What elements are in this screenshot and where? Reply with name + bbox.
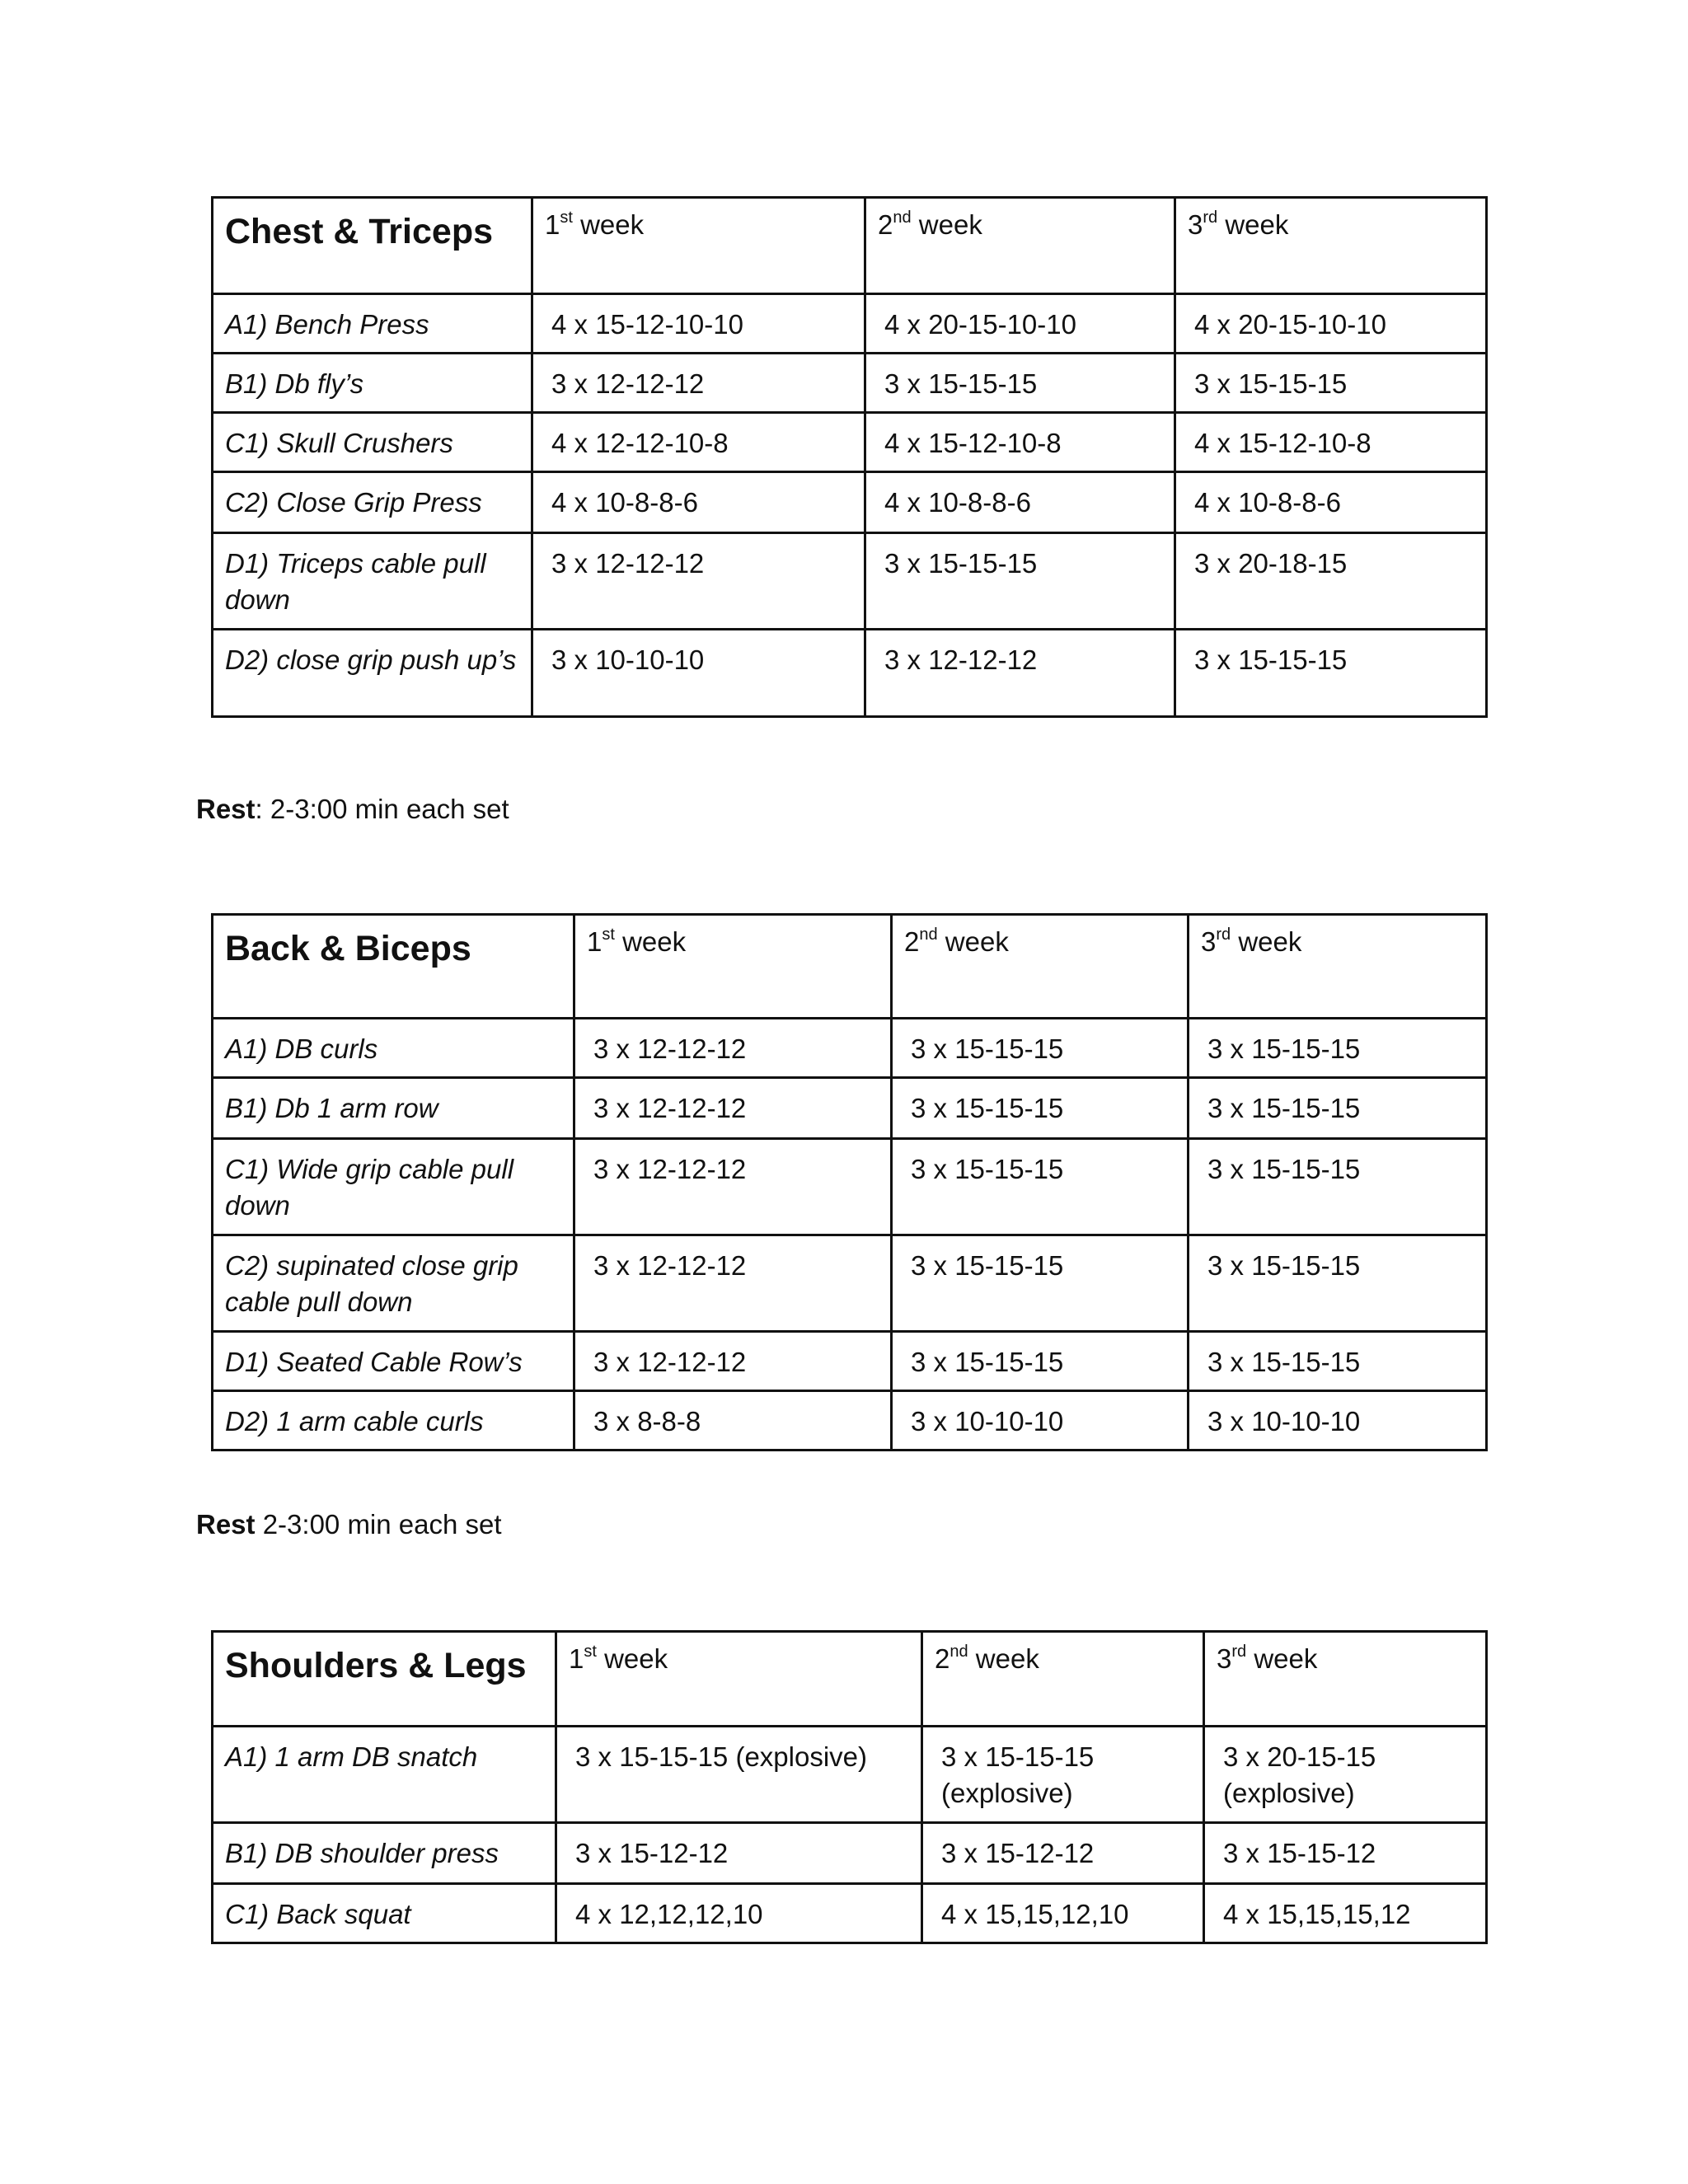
week-3-value: 4 x 15-12-10-8 — [1175, 413, 1487, 472]
week-2-value: 3 x 15-15-15 — [892, 1019, 1189, 1078]
table-header-row — [213, 915, 1487, 1019]
week-1-value: 3 x 15-12-12 — [556, 1823, 922, 1884]
week-1-value: 4 x 10-8-8-6 — [532, 472, 865, 533]
exercise-name: A1) Bench Press — [213, 294, 532, 354]
week-1-value: 3 x 8-8-8 — [574, 1391, 892, 1451]
week-3-value: 4 x 10-8-8-6 — [1175, 472, 1487, 533]
week-1-value: 4 x 15-12-10-10 — [532, 294, 865, 354]
week-3-value: 3 x 20-15-15 (explosive) — [1204, 1727, 1487, 1823]
table-row — [213, 533, 1487, 630]
week-1-value: 3 x 12-12-12 — [574, 1019, 892, 1078]
week-3-value: 3 x 15-15-15 — [1189, 1019, 1487, 1078]
week-3-value: 3 x 15-15-15 — [1189, 1235, 1487, 1332]
table-header-row — [213, 198, 1487, 294]
week-1-value: 3 x 12-12-12 — [574, 1078, 892, 1139]
exercise-name: C2) Close Grip Press — [213, 472, 532, 533]
exercise-name: B1) Db fly’s — [213, 354, 532, 413]
week-2-value: 3 x 15-15-15 — [892, 1332, 1189, 1391]
table-row — [213, 472, 1487, 533]
table-title: Chest & Triceps — [213, 198, 532, 294]
rest-label: Rest — [196, 1509, 256, 1540]
week-2-value: 4 x 20-15-10-10 — [865, 294, 1175, 354]
week-3-value: 3 x 15-15-15 — [1189, 1139, 1487, 1235]
exercise-name: A1) DB curls — [213, 1019, 574, 1078]
week-2-value: 3 x 15-15-15 — [892, 1139, 1189, 1235]
table-row — [213, 1391, 1487, 1451]
week-2-header: 2nd week — [922, 1632, 1204, 1727]
exercise-name: D1) Triceps cable pull down — [213, 533, 532, 630]
rest-label: Rest — [196, 794, 256, 824]
exercise-name: C2) supinated close grip cable pull down — [213, 1235, 574, 1332]
table-row — [213, 1884, 1487, 1943]
table-header-row — [213, 1632, 1487, 1727]
week-2-header: 2nd week — [865, 198, 1175, 294]
week-1-value: 3 x 12-12-12 — [532, 354, 865, 413]
table-row — [213, 1139, 1487, 1235]
week-3-header: 3rd week — [1189, 915, 1487, 1019]
table-row — [213, 354, 1487, 413]
week-3-value: 3 x 15-15-15 — [1175, 354, 1487, 413]
week-1-value: 4 x 12-12-10-8 — [532, 413, 865, 472]
exercise-name: C1) Back squat — [213, 1884, 556, 1943]
table-row — [213, 413, 1487, 472]
rest-text: 2-3:00 min each set — [255, 1509, 502, 1540]
rest-note — [196, 793, 509, 826]
week-2-value: 3 x 10-10-10 — [892, 1391, 1189, 1451]
week-2-value: 3 x 15-15-15 (explosive) — [922, 1727, 1204, 1823]
shoulders-legs-table — [211, 1630, 1488, 1944]
exercise-name: C1) Skull Crushers — [213, 413, 532, 472]
week-1-value: 3 x 12-12-12 — [574, 1235, 892, 1332]
week-3-value: 3 x 15-15-15 — [1189, 1078, 1487, 1139]
week-2-value: 3 x 15-15-15 — [892, 1235, 1189, 1332]
week-3-value: 3 x 15-15-15 — [1175, 630, 1487, 717]
week-3-header: 3rd week — [1204, 1632, 1487, 1727]
week-2-value: 4 x 10-8-8-6 — [865, 472, 1175, 533]
week-3-value: 4 x 15,15,15,12 — [1204, 1884, 1487, 1943]
exercise-name: A1) 1 arm DB snatch — [213, 1727, 556, 1823]
week-1-value: 4 x 12,12,12,10 — [556, 1884, 922, 1943]
week-2-value: 3 x 15-15-15 — [892, 1078, 1189, 1139]
week-2-value: 4 x 15,15,12,10 — [922, 1884, 1204, 1943]
week-1-value: 3 x 12-12-12 — [574, 1139, 892, 1235]
table-title: Back & Biceps — [213, 915, 574, 1019]
week-1-value: 3 x 12-12-12 — [574, 1332, 892, 1391]
exercise-name: D1) Seated Cable Row’s — [213, 1332, 574, 1391]
exercise-name: B1) Db 1 arm row — [213, 1078, 574, 1139]
week-3-value: 3 x 10-10-10 — [1189, 1391, 1487, 1451]
table-row — [213, 1078, 1487, 1139]
table-row — [213, 1235, 1487, 1332]
week-3-value: 3 x 15-15-12 — [1204, 1823, 1487, 1884]
week-1-value: 3 x 12-12-12 — [532, 533, 865, 630]
week-2-header: 2nd week — [892, 915, 1189, 1019]
table-row — [213, 1823, 1487, 1884]
exercise-name: C1) Wide grip cable pull down — [213, 1139, 574, 1235]
week-1-header: 1st week — [574, 915, 892, 1019]
table-row — [213, 1332, 1487, 1391]
table-row — [213, 294, 1487, 354]
week-2-value: 4 x 15-12-10-8 — [865, 413, 1175, 472]
week-1-value: 3 x 10-10-10 — [532, 630, 865, 717]
week-3-value: 4 x 20-15-10-10 — [1175, 294, 1487, 354]
exercise-name: D2) 1 arm cable curls — [213, 1391, 574, 1451]
week-2-value: 3 x 15-15-15 — [865, 354, 1175, 413]
week-3-value: 3 x 20-18-15 — [1175, 533, 1487, 630]
week-1-value: 3 x 15-15-15 (explosive) — [556, 1727, 922, 1823]
week-1-header: 1st week — [556, 1632, 922, 1727]
chest-triceps-table — [211, 196, 1488, 718]
week-2-value: 3 x 12-12-12 — [865, 630, 1175, 717]
week-3-value: 3 x 15-15-15 — [1189, 1332, 1487, 1391]
exercise-name: D2) close grip push up’s — [213, 630, 532, 717]
back-biceps-table — [211, 913, 1488, 1451]
week-3-header: 3rd week — [1175, 198, 1487, 294]
week-2-value: 3 x 15-12-12 — [922, 1823, 1204, 1884]
exercise-name: B1) DB shoulder press — [213, 1823, 556, 1884]
table-title: Shoulders & Legs — [213, 1632, 556, 1727]
rest-note — [196, 1508, 502, 1541]
week-2-value: 3 x 15-15-15 — [865, 533, 1175, 630]
table-row — [213, 1019, 1487, 1078]
table-row — [213, 630, 1487, 717]
rest-text: : 2-3:00 min each set — [255, 794, 509, 824]
table-row — [213, 1727, 1487, 1823]
week-1-header: 1st week — [532, 198, 865, 294]
